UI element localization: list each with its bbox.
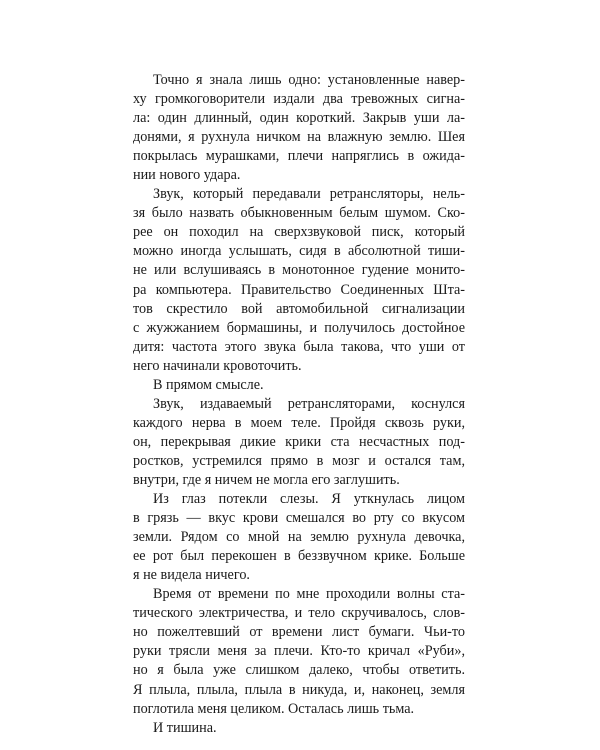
paragraph [133,585,465,718]
paragraph [133,490,465,585]
text-line: тов скрестило вой автомобильной сигнализации [133,300,465,317]
text-line: рее он походил на сверхзвуковой писк, который [133,224,465,241]
text-line: но я была уже слишком далеко, чтобы ответить. [133,662,465,679]
text-line: ху громкоговорители издали два тревожных сигна- [133,91,465,108]
text-line: В прямом смысле. [153,376,264,393]
text-line: с жужжанием бормашины, и получилось достойное [133,319,465,336]
text-line: ростков, устремился прямо в мозг и остался там, [133,452,465,469]
text-line: Звук, издаваемый ретрансляторами, коснулся [153,395,465,412]
text-line: я не видела ничего. [133,567,250,584]
paragraph [133,185,465,375]
text-line: Время от времени по мне проходили волны ста- [153,586,465,603]
text-line: но пожелтевший от времени лист бумаги. Чьи-то [133,624,465,641]
text-line: ее рот был перекошен в беззвучном крике. Больше [133,548,465,565]
text-line: Из глаз потекли слезы. Я уткнулась лицом [153,491,465,508]
text-line: дитя: частота этого звука была такова, что уши от [133,338,465,355]
text-line: Звук, который передавали ретрансляторы, нель- [153,186,465,203]
paragraph [133,719,465,738]
text-line: каждого нерва в моем теле. Пройдя сквозь руки, [133,414,465,431]
text-line: нии нового удара. [133,167,241,184]
text-line: Точно я знала лишь одно: установленные навер- [153,72,465,88]
text-line: ла: один длинный, один короткий. Закрыв уши ла- [133,110,465,127]
paragraph [133,395,465,490]
text-line: не или вслушиваясь в монотонное гудение монито- [133,262,465,279]
text-line: можно иногда услышать, сидя в абсолютной тиши- [133,243,465,260]
text-line: в грязь — вкус крови смешался во рту со вкусом [133,510,465,527]
paragraph [133,376,465,395]
text-line: И тишина. [153,719,217,736]
text-line: поглотила меня целиком. Осталась лишь тьма. [133,700,415,717]
text-line: руки трясли меня за плечи. Кто-то кричал «Руби», [133,643,465,660]
text-line: донями, я рухнула ничком на влажную землю. Шея [133,129,465,146]
book-page-text [133,71,465,738]
text-line: зя было назвать обыкновенным белым шумом. Ско- [133,205,465,222]
text-line: тического электричества, и тело скручивалось, слов- [133,605,465,622]
text-line: ра компьютера. Правительство Соединенных Шта- [133,281,465,298]
text-line: он, перекрывая дикие крики ста несчастных под- [133,433,465,450]
text-line: внутри, где я ничем не могла его заглушить. [133,471,400,488]
text-line: Я плыла, плыла, плыла в никуда, и, наконец, земля [133,681,465,698]
paragraph [133,71,465,185]
text-line: покрылась мурашками, плечи напряглись в ожида- [133,148,465,165]
text-line: земли. Рядом со мной на землю рухнула девочка, [133,529,465,546]
text-line: него начинали кровоточить. [133,357,302,374]
